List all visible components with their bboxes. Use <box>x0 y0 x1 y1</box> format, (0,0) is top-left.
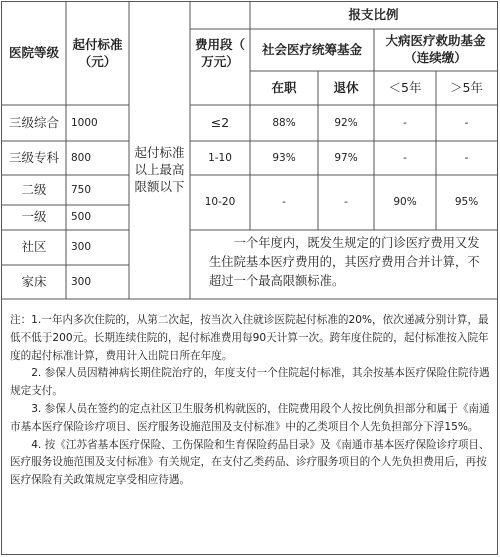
row-level-5: 家床 <box>21 273 47 289</box>
header-employed: 在职 <box>271 79 297 95</box>
header-gt5: ＞5年 <box>450 79 483 95</box>
row-threshold-3: 500 <box>71 211 92 224</box>
segment-range-2: 10-20 <box>204 196 236 209</box>
footnotes <box>4 312 496 490</box>
footnote-4: 4. 按《江苏省基本医疗保险、工伤保险和生育保险药品目录》及《南通市基本医疗保险诊疗项目、医疗服务设施范围及支付标准》有关规定，在支付乙类药品、诊疗服务项目的个人先负担费用后，再按医疗保险有关政策规定享受相应待遇。 <box>10 438 490 487</box>
header-social-fund: 社会医疗统筹基金 <box>261 41 362 57</box>
row-threshold-5: 300 <box>71 275 92 288</box>
segment-lt5-0: - <box>403 116 407 129</box>
segment-lt5-1: - <box>403 151 407 164</box>
segment-retired-1: 97% <box>334 151 358 164</box>
segment-employed-2: - <box>282 196 286 209</box>
footnote-1: 注：1.一年内多次住院的，从第二次起，按当次入住就诊医院起付标准的20%，依次递减分别计算，最低不低于200元。长期连续住院的，起付标准费用每90天计算一次。跨年度住院的，起付标准按入院年度的起付标准计算，费用计入出院日所在年度。 <box>10 314 489 362</box>
footnote-3: 3. 参保人员在签约的定点社区卫生服务机构就医的，住院费用段个人按比例负担部分和属于《南通市基本医疗保险诊疗项目、医疗服务设施范围及支付标准》中的乙类项目个人先负担部分下浮15%。 <box>10 402 490 433</box>
row-level-2: 二级 <box>21 181 47 197</box>
header-retired: 退休 <box>333 79 359 95</box>
limit-note: 起付标准 以上最高 限额以下 <box>134 145 185 194</box>
segment-gt5-1: - <box>464 151 469 164</box>
row-threshold-0: 1000 <box>71 116 98 129</box>
segment-lt5-2: 90% <box>393 196 417 209</box>
row-level-1: 三级专科 <box>8 149 59 165</box>
segment-employed-0: 88% <box>272 116 296 129</box>
segment-retired-0: 92% <box>334 116 358 129</box>
segment-range-1: 1-10 <box>208 151 232 164</box>
row-level-3: 一级 <box>21 209 47 225</box>
segment-range-0: ≤2 <box>210 114 230 130</box>
header-ratio: 报支比例 <box>348 7 399 23</box>
row-level-4: 社区 <box>21 239 47 255</box>
header-lt5: ＜5年 <box>388 79 422 95</box>
segment-gt5-0: - <box>464 116 469 129</box>
segment-gt5-2: 95% <box>454 196 479 209</box>
row-threshold-4: 300 <box>71 241 92 254</box>
segment-employed-1: 93% <box>272 151 296 164</box>
header-threshold: 起付标准 （元） <box>72 36 123 69</box>
row-level-0: 三级综合 <box>8 114 59 130</box>
row-threshold-1: 800 <box>71 151 92 164</box>
header-serious-fund: 大病医疗救助基金 （连续缴） <box>385 33 486 65</box>
row-threshold-2: 750 <box>71 183 92 196</box>
header-level: 医院等级 <box>8 45 59 61</box>
merged-note: 一个年度内，既发生规定的门诊医疗费用又发生住院基本医疗费用的，其医疗费用合并计算，不超过一个最高限额标准。 <box>209 236 480 289</box>
footnote-2: 2. 参保人员因精神病长期住院治疗的，年度支付一个住院起付标准，其余按基本医疗保险住院待遇规定支付。 <box>10 367 490 398</box>
header-segment: 费用段（ 万元） <box>194 36 245 69</box>
segment-retired-2: - <box>344 196 348 209</box>
